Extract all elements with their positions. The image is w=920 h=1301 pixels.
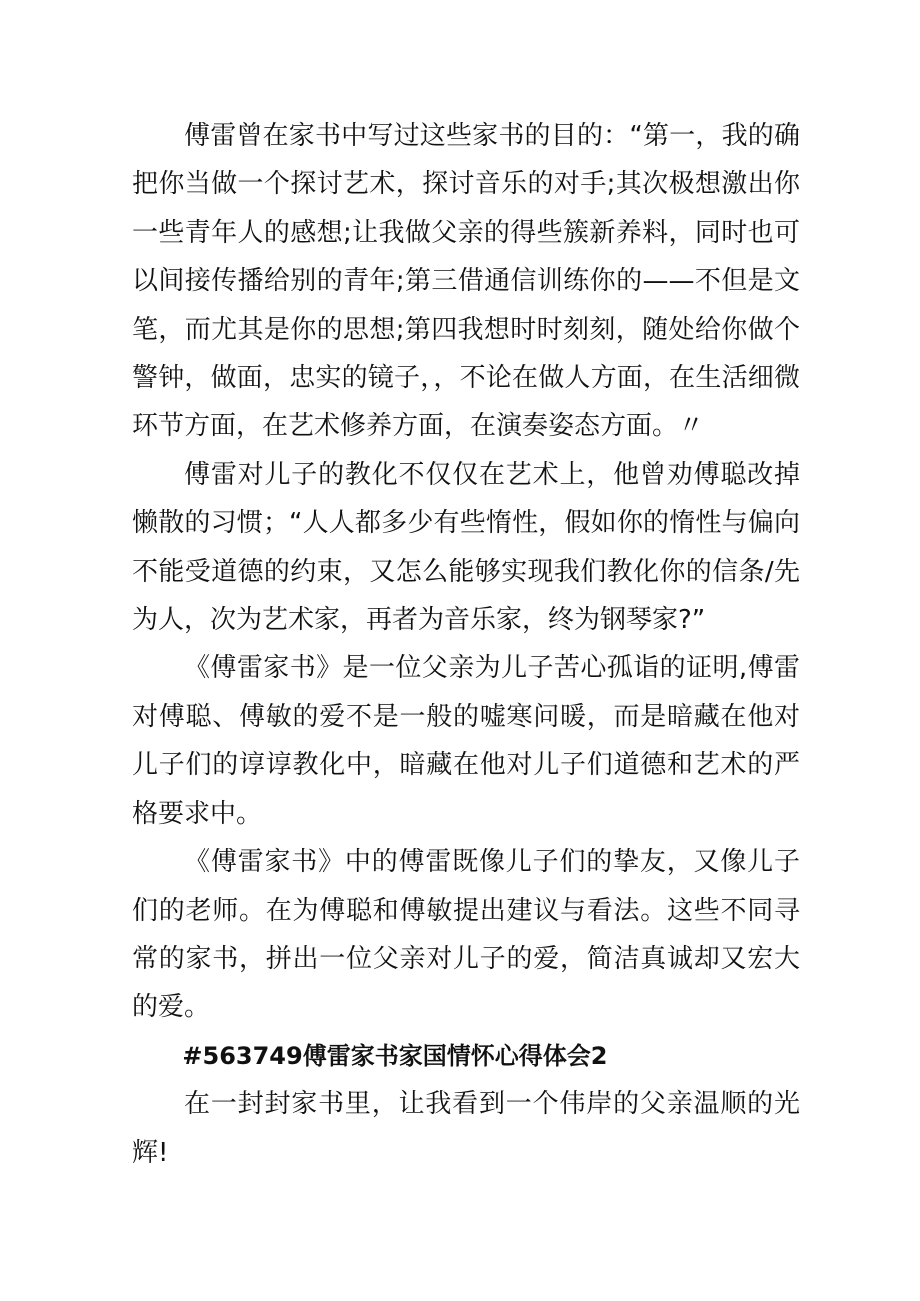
paragraph-father-love-proof: 《傅雷家书》是一位父亲为儿子苦心孤诣的证明,傅雷对傅聪、傅敏的爱不是一般的嘘寒问暖，而是暗藏在他对儿子们的谆谆教化中，暗藏在他对儿子们道德和艺术的严格要求中。 [132,653,800,829]
paragraph-purpose-of-letters: 傅雷曾在家书中写过这些家书的目的：“第一，我的确把你当做一个探讨艺术，探讨音乐的对手;其次极想激出你一些青年人的感想;让我做父亲的得些簇新养料，同时也可以间接传播给别的青年;第三借通信训练你的——不但是文笔，而尤其是你的思想;第四我想时时刻刻，随处给你做个警钟，做面，忠实的镜子，，不论在做人方面，在生活细微环节方面，在艺术修养方面，在演奏姿态方面。〃 [132,121,800,442]
document-body [132,112,800,1177]
paragraph-friend-and-teacher: 《傅雷家书》中的傅雷既像儿子们的挚友，又像儿子们的老师。在为傅聪和傅敏提出建议与看法。这些不同寻常的家书，拼出一位父亲对儿子的爱，简洁真诚却又宏大的爱。 [132,847,800,1023]
section-heading: #563749傅雷家书家国情怀心得体会2 [182,1041,608,1070]
paragraph-education-beyond-art: 傅雷对儿子的教化不仅仅在艺术上，他曾劝傅聪改掉懒散的习惯；“人人都多少有些惰性，假如你的惰性与偏向不能受道德的约束，又怎么能够实现我们教化你的信条/先为人，次为艺术家，再者为音乐家，终为钢琴家?” [132,459,800,636]
paragraph-father-glory: 在一封封家书里，让我看到一个伟岸的父亲温顺的光辉! [132,1089,800,1168]
